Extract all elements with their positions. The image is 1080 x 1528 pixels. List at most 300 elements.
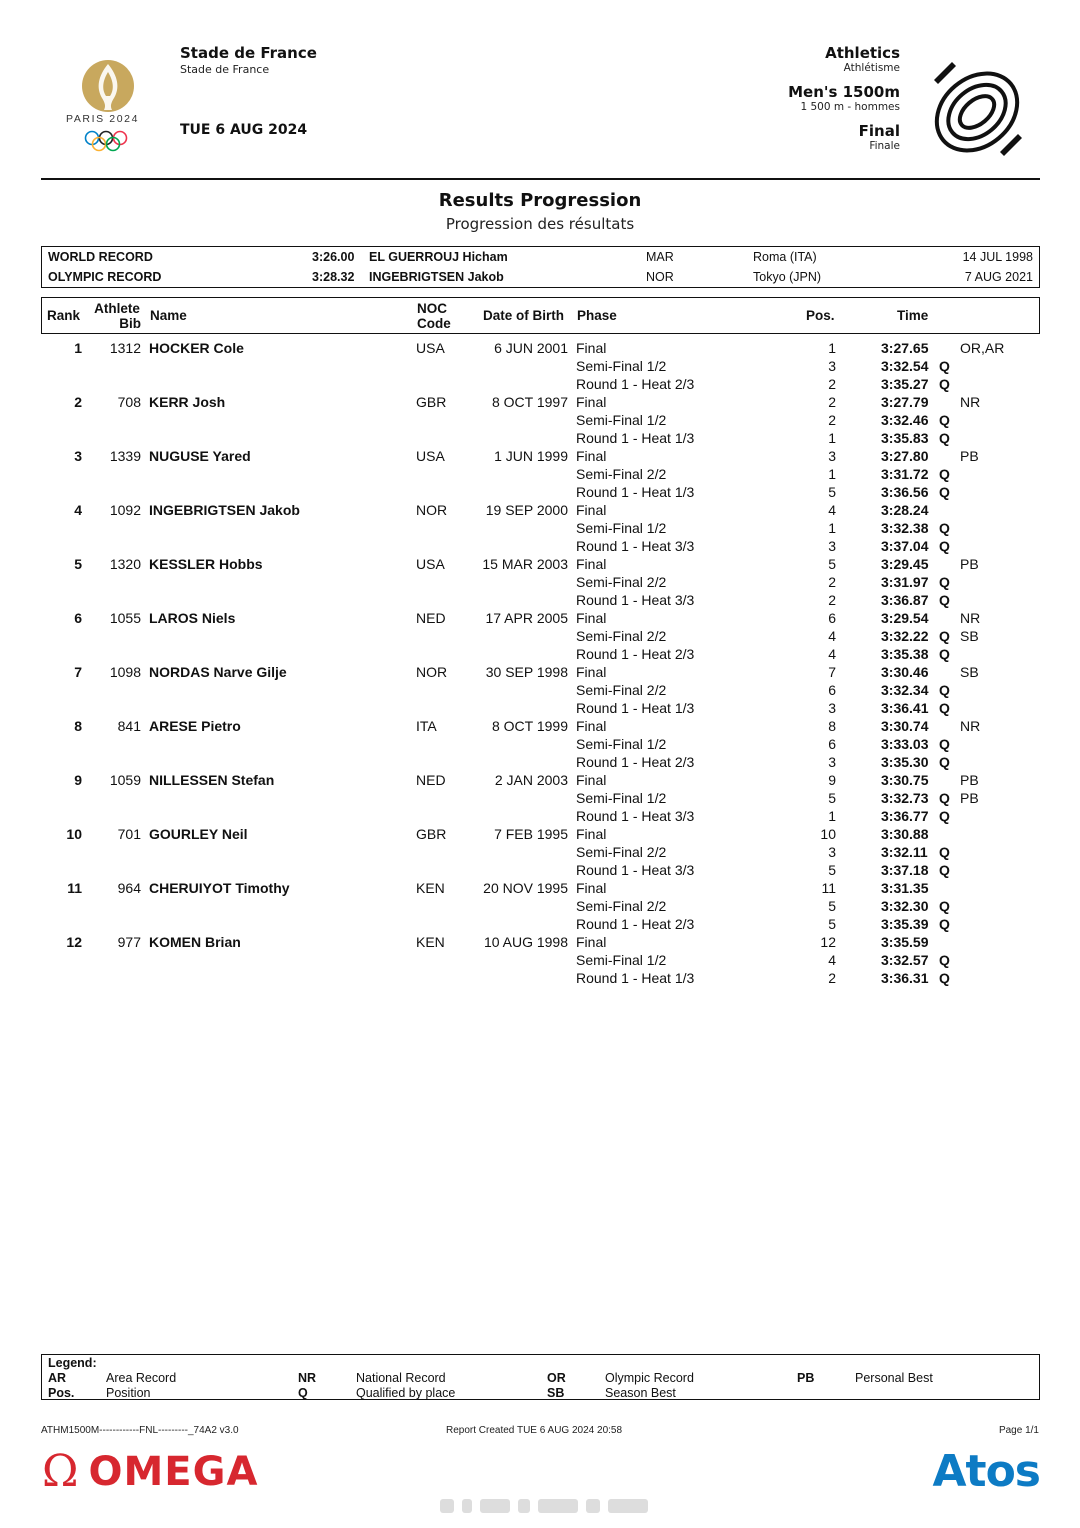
cell-pos: 4 [828,952,836,968]
col-time: Time [897,308,929,323]
cell-name: HOCKER Cole [149,340,244,356]
cell-time: 3:36.56 [881,484,929,500]
cell-pos: 3 [828,844,836,860]
cell-phase: Final [576,556,607,572]
cell-rank: 10 [66,826,82,842]
record-date: 14 JUL 1998 [962,250,1033,264]
cell-noc: NED [416,772,446,788]
cell-bib: 708 [117,394,141,410]
cell-time: 3:30.88 [881,826,929,842]
page-number: Page 1/1 [998,1425,1039,1436]
sport-name: Athletics [825,44,900,62]
cell-qualifier: Q [939,970,950,986]
header-divider [41,178,1040,180]
record-place: Tokyo (JPN) [753,270,822,284]
cell-pos: 5 [828,790,836,806]
cell-phase: Round 1 - Heat 2/3 [576,754,695,770]
cell-phase: Round 1 - Heat 3/3 [576,538,695,554]
col-rank: Rank [47,308,81,323]
legend-code: OR [547,1371,566,1385]
venue-block [180,44,317,76]
cell-noc: KEN [416,880,445,896]
table-row [41,357,1040,375]
legend-box [41,1354,1040,1400]
cell-pos: 3 [828,358,836,374]
cell-time: 3:31.35 [881,880,929,896]
cell-time: 3:29.54 [881,610,929,626]
table-row [41,843,1040,861]
title-main: Results Progression [438,190,642,211]
cell-dob: 8 OCT 1997 [491,394,568,410]
table-row [41,645,1040,663]
table-row [41,825,1040,843]
cell-pos: 2 [828,394,836,410]
cell-rank: 6 [74,610,82,626]
table-row [41,573,1040,591]
omega-logo [42,1446,259,1497]
cell-record: PB [960,790,979,806]
cell-pos: 2 [828,376,836,392]
omega-wordmark: OMEGA [88,1449,259,1495]
table-row [41,663,1040,681]
record-holder: EL GUERROUJ Hicham [369,250,508,264]
cell-phase: Final [576,826,607,842]
cell-pos: 2 [828,970,836,986]
cell-bib: 1320 [109,556,141,572]
legend-desc: Personal Best [855,1371,933,1385]
cell-phase: Final [576,610,607,626]
cell-qualifier: Q [939,898,950,914]
table-row [41,537,1040,555]
cell-phase: Final [576,934,607,950]
cell-time: 3:27.65 [881,340,929,356]
cell-qualifier: Q [939,808,950,824]
cell-time: 3:29.45 [881,556,929,572]
cell-name: LAROS Niels [149,610,236,626]
cell-qualifier: Q [939,430,950,446]
cell-rank: 3 [74,448,82,464]
cell-phase: Semi-Final 2/2 [576,844,667,860]
cell-phase: Round 1 - Heat 1/3 [576,970,695,986]
cell-pos: 5 [828,916,836,932]
table-row [41,501,1040,519]
legend-code: NR [298,1371,317,1385]
cell-bib: 1055 [109,610,141,626]
cell-dob: 1 JUN 1999 [494,448,568,464]
report-code: ATHM1500M------------FNL---------_74A2 v3.0 [41,1425,239,1436]
cell-time: 3:35.39 [881,916,929,932]
col-noc-2: Code [417,316,451,331]
cell-pos: 6 [828,682,836,698]
cell-phase: Semi-Final 1/2 [576,952,667,968]
cell-pos: 1 [828,520,836,536]
venue-name: Stade de France [180,44,317,62]
cell-qualifier: Q [939,952,950,968]
cell-phase: Round 1 - Heat 2/3 [576,646,695,662]
cell-name: NUGUSE Yared [149,448,251,464]
report-date: TUE 6 AUG 2024 [180,122,308,138]
cell-time: 3:27.80 [881,448,929,464]
record-label: OLYMPIC RECORD [48,270,162,284]
cell-time: 3:37.04 [881,538,929,554]
cell-rank: 4 [74,502,82,518]
legend-desc: National Record [356,1371,446,1385]
event-name: Men's 1500m [788,83,900,101]
cell-time: 3:36.77 [881,808,929,824]
cell-pos: 2 [828,592,836,608]
cell-pos: 6 [828,736,836,752]
cell-qualifier: Q [939,628,950,644]
cell-qualifier: Q [939,862,950,878]
cell-rank: 1 [74,340,82,356]
cell-phase: Round 1 - Heat 3/3 [576,592,695,608]
cell-noc: NED [416,610,446,626]
cell-bib: 1339 [109,448,141,464]
cell-bib: 701 [117,826,141,842]
cell-phase: Final [576,448,607,464]
cell-qualifier: Q [939,484,950,500]
omega-symbol-icon: Ω [42,1446,79,1497]
cell-bib: 964 [117,880,141,896]
col-phase: Phase [577,308,617,323]
venue-sub: Stade de France [180,63,270,76]
cell-pos: 6 [828,610,836,626]
cell-pos: 4 [828,628,836,644]
cell-phase: Final [576,664,607,680]
cell-time: 3:32.11 [881,844,928,860]
cell-time: 3:30.75 [881,772,929,788]
cell-time: 3:33.03 [881,736,929,752]
cell-qualifier: Q [939,754,950,770]
cell-time: 3:32.57 [881,952,929,968]
phase-name: Final [858,122,900,140]
cell-noc: USA [416,340,445,356]
legend-code: PB [797,1371,815,1385]
cell-pos: 4 [828,646,836,662]
col-bib-1: Athlete [94,301,140,316]
cell-time: 3:32.38 [881,520,929,536]
table-row [41,609,1040,627]
cell-pos: 5 [828,556,836,572]
cell-time: 3:35.83 [881,430,929,446]
cell-bib: 977 [117,934,141,950]
cell-time: 3:28.24 [881,502,929,518]
cell-phase: Final [576,340,607,356]
world-record-row [42,247,1039,267]
table-row [41,591,1040,609]
cell-noc: NOR [416,502,448,518]
cell-dob: 30 SEP 1998 [485,664,568,680]
results-table-header [41,297,1040,334]
table-row [41,753,1040,771]
cell-pos: 2 [828,412,836,428]
legend-code: Pos. [48,1386,75,1400]
cell-phase: Round 1 - Heat 1/3 [576,430,695,446]
cell-noc: USA [416,448,445,464]
cell-qualifier: Q [939,916,950,932]
cell-name: INGEBRIGTSEN Jakob [149,502,300,518]
cell-bib: 1059 [109,772,141,788]
cell-pos: 3 [828,754,836,770]
cell-phase: Final [576,394,607,410]
cell-pos: 7 [828,664,836,680]
results-table-body [41,339,1040,987]
cell-record: PB [960,772,979,788]
cell-dob: 17 APR 2005 [485,610,568,626]
cell-record: NR [960,394,981,410]
table-row [41,627,1040,645]
cell-bib: 1092 [109,502,141,518]
cell-time: 3:32.46 [881,412,929,428]
cell-qualifier: Q [939,682,950,698]
cell-record: SB [960,628,979,644]
legend-desc: Area Record [106,1371,177,1385]
cell-noc: USA [416,556,445,572]
event-block [788,44,900,161]
cell-phase: Semi-Final 2/2 [576,898,667,914]
cell-phase: Round 1 - Heat 1/3 [576,484,695,500]
cell-qualifier: Q [939,466,950,482]
cell-pos: 5 [828,862,836,878]
legend-title: Legend: [48,1356,97,1370]
cell-name: KOMEN Brian [149,934,241,950]
cell-dob: 8 OCT 1999 [491,718,568,734]
cell-phase: Final [576,718,607,734]
title-sub: Progression des résultats [445,215,635,233]
cell-name: NORDAS Narve Gilje [149,664,287,680]
cell-name: ARESE Pietro [149,718,241,734]
cell-qualifier: Q [939,592,950,608]
record-noc: NOR [646,270,674,284]
cell-phase: Semi-Final 2/2 [576,682,667,698]
cell-dob: 10 AUG 1998 [483,934,568,950]
col-bib-2: Bib [119,316,141,331]
record-holder: INGEBRIGTSEN Jakob [369,270,504,284]
cell-phase: Final [576,502,607,518]
col-noc-1: NOC [417,301,447,316]
cell-phase: Semi-Final 1/2 [576,790,667,806]
phase-sub: Finale [869,140,900,152]
cell-phase: Round 1 - Heat 2/3 [576,916,695,932]
sport-sub: Athlétisme [843,62,900,74]
cell-qualifier: Q [939,358,950,374]
cell-phase: Round 1 - Heat 2/3 [576,376,695,392]
records-box [41,246,1040,288]
cell-time: 3:32.34 [881,682,929,698]
event-sub: 1 500 m - hommes [800,101,900,113]
cell-rank: 11 [67,880,82,896]
cell-record: OR,AR [960,340,1005,356]
cell-phase: Semi-Final 1/2 [576,358,667,374]
cell-pos: 5 [828,484,836,500]
cell-phase: Final [576,880,607,896]
col-pos: Pos. [806,308,835,323]
cell-time: 3:37.18 [881,862,929,878]
cell-dob: 7 FEB 1995 [494,826,568,842]
cell-noc: ITA [416,718,437,734]
cell-time: 3:35.59 [881,934,929,950]
table-row [41,681,1040,699]
table-row [41,447,1040,465]
cell-dob: 19 SEP 2000 [485,502,568,518]
cell-time: 3:32.30 [881,898,929,914]
cell-pos: 1 [828,808,836,824]
cell-qualifier: Q [939,574,950,590]
cell-time: 3:36.31 [881,970,929,986]
cell-pos: 2 [828,574,836,590]
cell-qualifier: Q [939,646,950,662]
cell-name: NILLESSEN Stefan [149,772,275,788]
table-row [41,375,1040,393]
cell-pos: 3 [828,448,836,464]
legend-code: AR [48,1371,67,1385]
cell-dob: 15 MAR 2003 [482,556,568,572]
record-place: Roma (ITA) [753,250,817,264]
cell-dob: 20 NOV 1995 [483,880,568,896]
cell-phase: Semi-Final 1/2 [576,520,667,536]
cell-rank: 2 [74,394,82,410]
cell-pos: 1 [828,340,836,356]
table-row [41,771,1040,789]
cell-time: 3:27.79 [881,394,929,410]
cell-record: PB [960,448,979,464]
table-row [41,483,1040,501]
cell-qualifier: Q [939,376,950,392]
record-time: 3:28.32 [312,270,355,284]
cell-pos: 3 [828,538,836,554]
cell-record: PB [960,556,979,572]
legend-desc: Season Best [605,1386,676,1400]
cell-time: 3:35.27 [881,376,929,392]
table-row [41,393,1040,411]
cell-rank: 8 [74,718,82,734]
cell-name: KERR Josh [149,394,226,410]
cell-dob: 6 JUN 2001 [494,340,568,356]
cell-qualifier: Q [939,700,950,716]
cell-time: 3:31.97 [881,574,929,590]
cell-noc: KEN [416,934,445,950]
athletics-track-pictogram-icon [922,52,1032,170]
table-row [41,897,1040,915]
cell-qualifier: Q [939,790,950,806]
cell-phase: Semi-Final 2/2 [576,628,667,644]
paris-2024-text: PARIS 2024 [66,113,140,125]
record-date: 7 AUG 2021 [964,270,1033,284]
cell-phase: Semi-Final 2/2 [576,466,667,482]
cell-pos: 5 [828,898,836,914]
cell-phase: Round 1 - Heat 3/3 [576,808,695,824]
legend-code: Q [298,1386,308,1400]
cell-dob: 2 JAN 2003 [494,772,568,788]
atos-logo: Atos [932,1446,1040,1497]
cell-phase: Semi-Final 1/2 [576,412,667,428]
cell-time: 3:35.30 [881,754,929,770]
cell-pos: 1 [828,430,836,446]
legend-desc: Qualified by place [356,1386,456,1400]
cell-time: 3:30.74 [881,718,929,734]
table-row [41,339,1040,357]
cell-pos: 11 [821,880,836,896]
olympic-record-row [42,267,1039,287]
cell-bib: 1098 [109,664,141,680]
cell-name: GOURLEY Neil [149,826,248,842]
col-dob: Date of Birth [483,308,564,323]
cell-record: SB [960,664,979,680]
cell-bib: 841 [117,718,141,734]
table-row [41,933,1040,951]
report-created: Report Created TUE 6 AUG 2024 20:58 [446,1425,623,1436]
table-row [41,555,1040,573]
record-noc: MAR [646,250,674,264]
legend-desc: Olympic Record [605,1371,694,1385]
cell-noc: GBR [416,394,447,410]
report-title [0,190,1080,233]
table-row [41,699,1040,717]
cell-pos: 4 [828,502,836,518]
cell-qualifier: Q [939,412,950,428]
table-row [41,411,1040,429]
olympic-rings-icon [84,130,128,152]
cell-time: 3:32.54 [881,358,929,374]
cell-rank: 7 [74,664,82,680]
record-label: WORLD RECORD [48,250,153,264]
cell-rank: 5 [74,556,82,572]
cell-rank: 9 [74,772,82,788]
table-row [41,915,1040,933]
report-header [0,0,1080,180]
cell-pos: 10 [820,826,836,842]
table-row [41,519,1040,537]
cell-name: KESSLER Hobbs [149,556,263,572]
table-row [41,735,1040,753]
watermark-blur [440,1496,650,1516]
table-row [41,789,1040,807]
table-row [41,861,1040,879]
cell-time: 3:30.46 [881,664,929,680]
table-row [41,951,1040,969]
table-row [41,879,1040,897]
table-row [41,807,1040,825]
cell-pos: 8 [828,718,836,734]
table-row [41,429,1040,447]
legend-desc: Position [106,1386,151,1400]
cell-record: NR [960,718,981,734]
cell-phase: Round 1 - Heat 1/3 [576,700,695,716]
table-row [41,717,1040,735]
legend-code: SB [547,1386,565,1400]
cell-phase: Final [576,772,607,788]
cell-time: 3:36.41 [881,700,929,716]
record-time: 3:26.00 [312,250,355,264]
cell-phase: Round 1 - Heat 3/3 [576,862,695,878]
cell-qualifier: Q [939,844,950,860]
cell-noc: GBR [416,826,447,842]
cell-time: 3:31.72 [881,466,929,482]
cell-phase: Semi-Final 1/2 [576,736,667,752]
cell-qualifier: Q [939,736,950,752]
cell-pos: 1 [828,466,836,482]
cell-bib: 1312 [109,340,141,356]
cell-record: NR [960,610,981,626]
cell-time: 3:32.22 [881,628,929,644]
col-name: Name [150,308,187,323]
cell-rank: 12 [66,934,82,950]
cell-time: 3:32.73 [881,790,929,806]
cell-time: 3:36.87 [881,592,929,608]
cell-phase: Semi-Final 2/2 [576,574,667,590]
cell-noc: NOR [416,664,448,680]
table-row [41,969,1040,987]
